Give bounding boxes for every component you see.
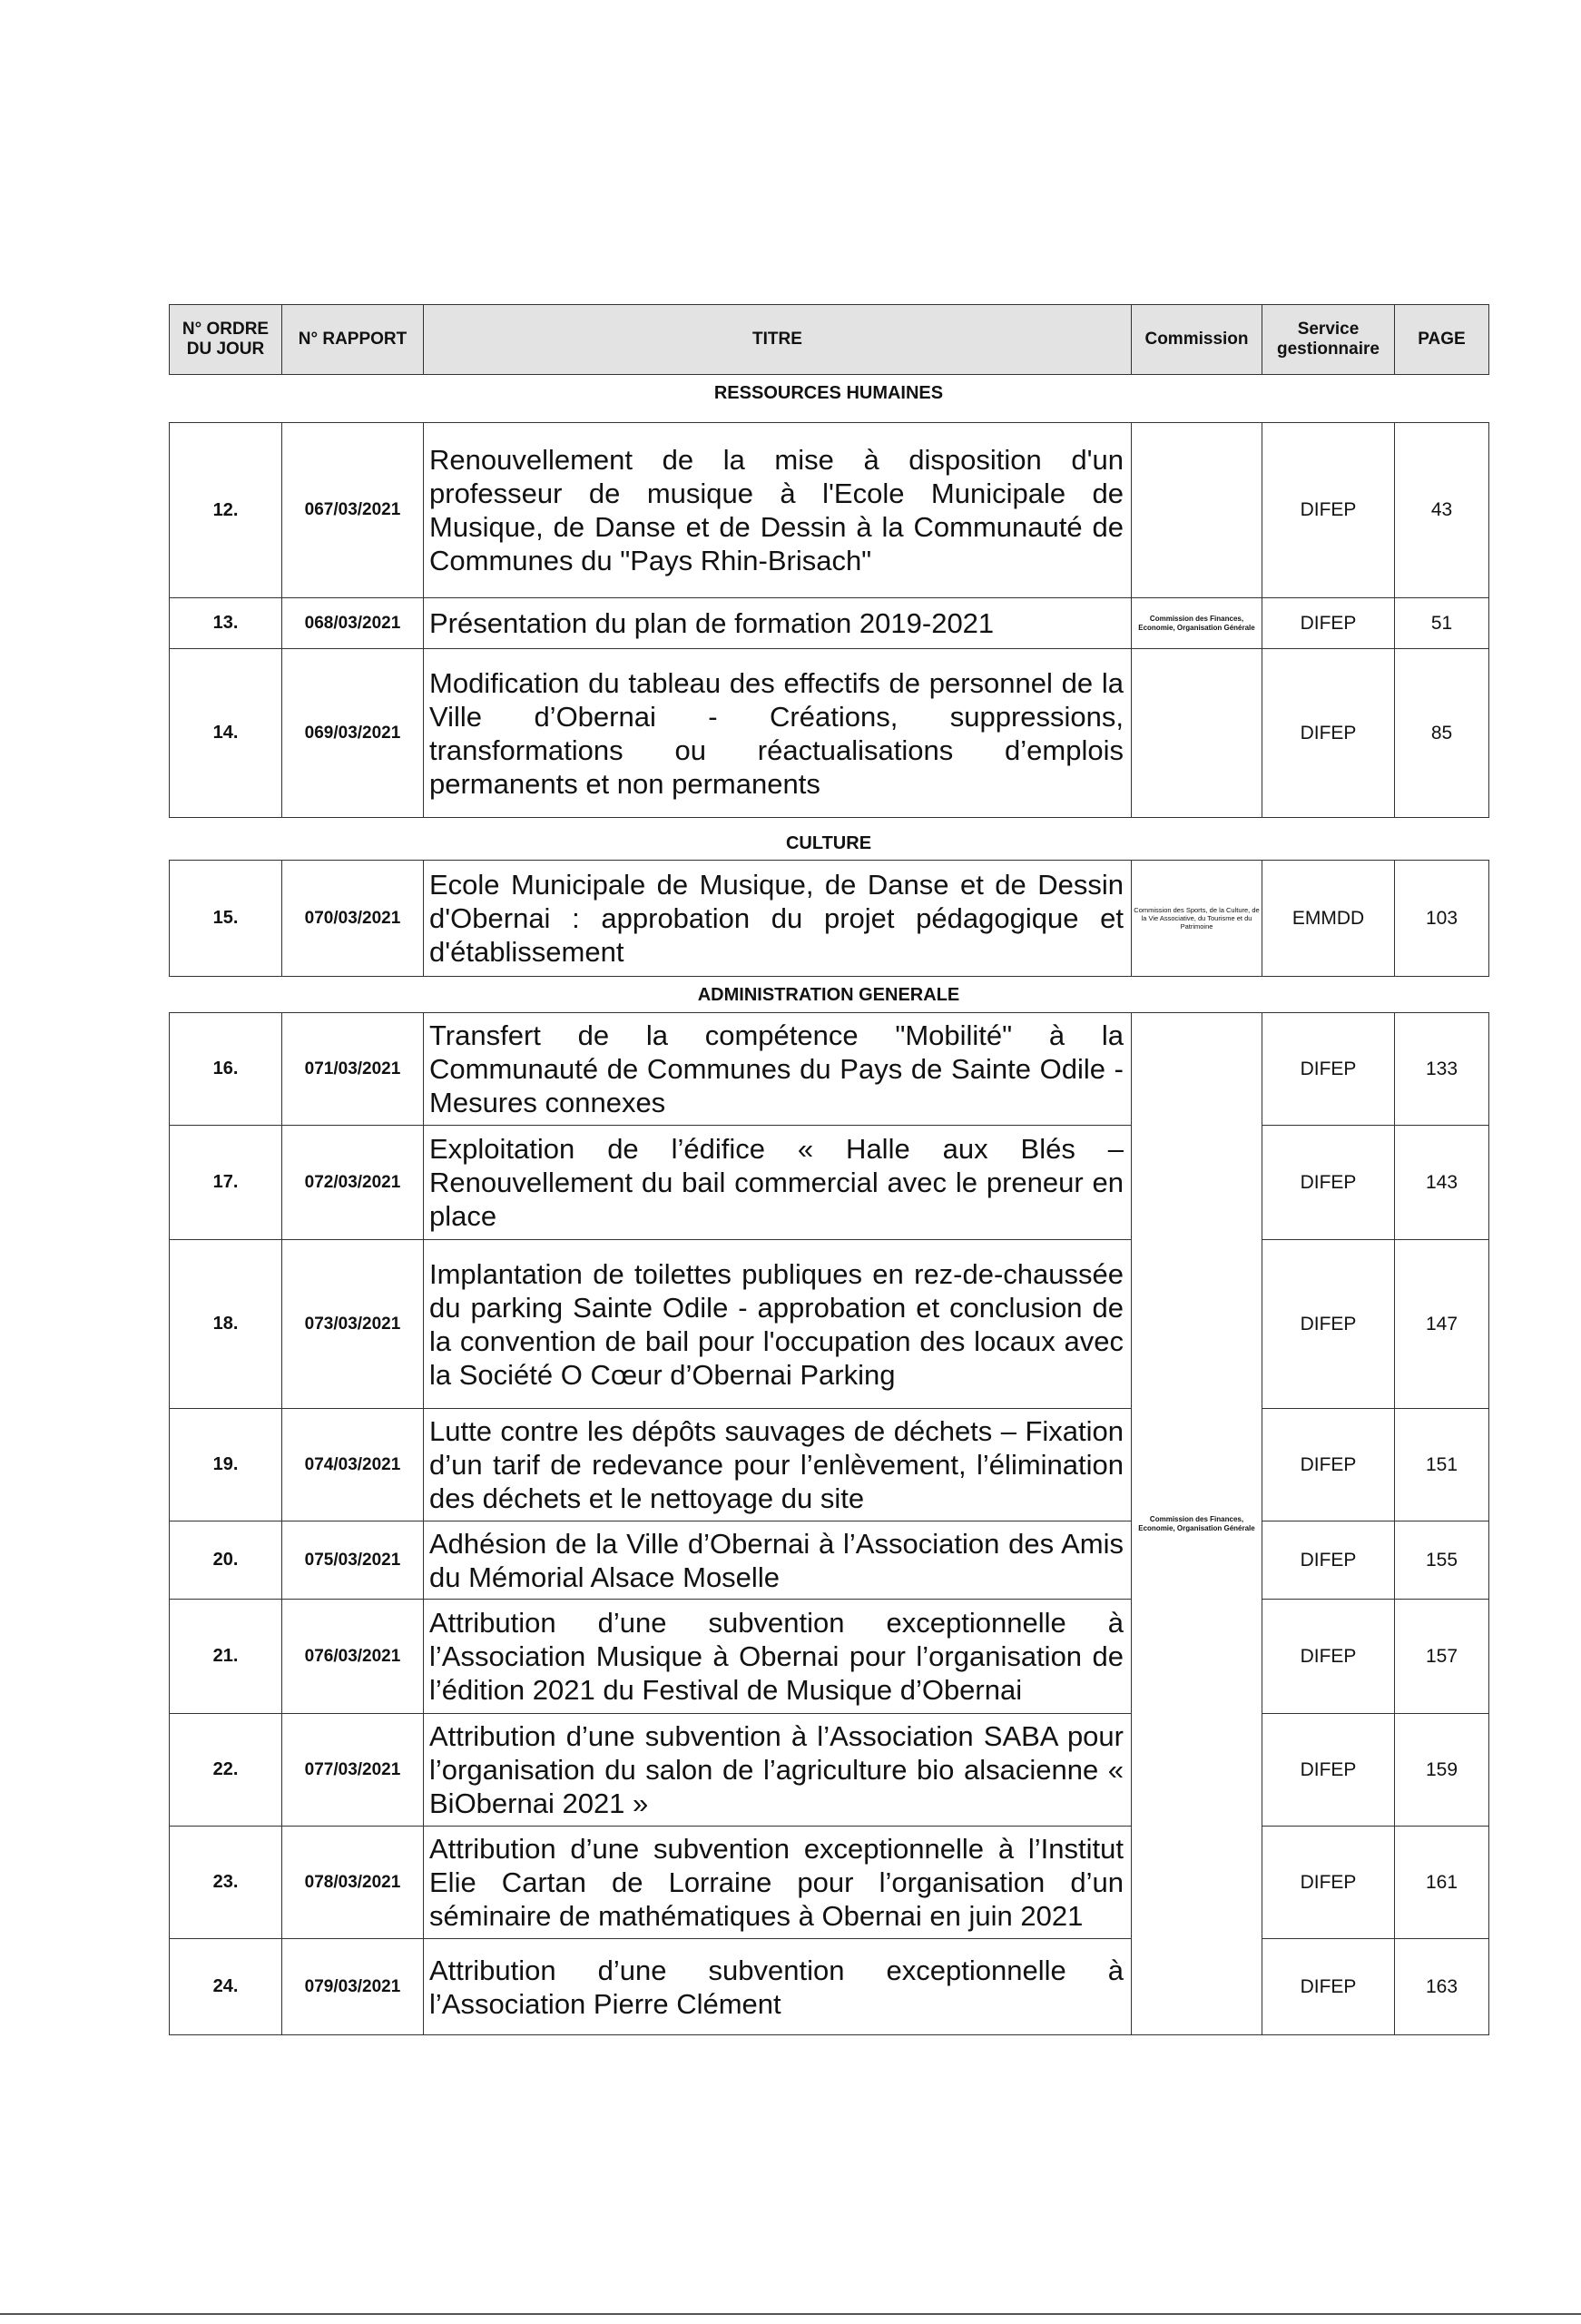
row-page: 159 [1395, 1714, 1489, 1827]
row-number: 18. [170, 1240, 282, 1409]
row-number: 19. [170, 1409, 282, 1521]
row-page: 151 [1395, 1409, 1489, 1521]
row-number: 12. [170, 423, 282, 598]
row-commission: Commission des Finances, Economie, Organisation Générale [1132, 1013, 1262, 2035]
row-number: 16. [170, 1013, 282, 1126]
report-number: 076/03/2021 [282, 1600, 424, 1714]
row-service: DIFEP [1262, 1714, 1395, 1827]
row-service: DIFEP [1262, 1600, 1395, 1714]
table-row [170, 861, 1489, 977]
row-page: 51 [1395, 598, 1489, 649]
row-service: DIFEP [1262, 1939, 1395, 2035]
report-number: 067/03/2021 [282, 423, 424, 598]
row-number: 20. [170, 1521, 282, 1600]
section-heading-admin: ADMINISTRATION GENERALE [697, 985, 960, 1005]
row-number: 13. [170, 598, 282, 649]
row-service: DIFEP [1262, 649, 1395, 818]
row-title: Ecole Municipale de Musique, de Danse et de Dessin d'Obernai : approbation du projet pédagogique et d'établissement [424, 861, 1132, 977]
report-number: 071/03/2021 [282, 1013, 424, 1126]
row-number: 22. [170, 1714, 282, 1827]
report-number: 074/03/2021 [282, 1409, 424, 1521]
header-row [170, 305, 1489, 375]
section-heading-culture: CULTURE [785, 833, 872, 853]
table-row [170, 1126, 1489, 1240]
row-title: Adhésion de la Ville d’Obernai à l’Association des Amis du Mémorial Alsace Moselle [424, 1521, 1132, 1600]
row-service: DIFEP [1262, 598, 1395, 649]
section-heading-rh: RESSOURCES HUMAINES [713, 383, 944, 403]
row-page: 103 [1395, 861, 1489, 977]
row-service: EMMDD [1262, 861, 1395, 977]
row-title: Attribution d’une subvention exceptionnelle à l’Association Musique à Obernai pour l’organisation de l’édition 2021 du Festival de Musique d’Obernai [424, 1600, 1132, 1714]
row-title: Transfert de la compétence "Mobilité" à la Communauté de Communes du Pays de Sainte Odile - Mesures connexes [424, 1013, 1132, 1126]
row-title: Exploitation de l’édifice « Halle aux Blés – Renouvellement du bail commercial avec le preneur en place [424, 1126, 1132, 1240]
row-number: 15. [170, 861, 282, 977]
row-service: DIFEP [1262, 1240, 1395, 1409]
table-row [170, 1409, 1489, 1521]
row-number: 21. [170, 1600, 282, 1714]
culture-table [169, 860, 1489, 977]
table-row [170, 1521, 1489, 1600]
row-page: 143 [1395, 1126, 1489, 1240]
row-title: Attribution d’une subvention exceptionnelle à l’Association Pierre Clément [424, 1939, 1132, 2035]
header-ordre: N° ORDRE DU JOUR [170, 305, 282, 375]
row-page: 155 [1395, 1521, 1489, 1600]
row-service: DIFEP [1262, 423, 1395, 598]
row-service: DIFEP [1262, 1827, 1395, 1939]
report-number: 079/03/2021 [282, 1939, 424, 2035]
table-row [170, 423, 1489, 598]
header-service: Service gestionnaire [1262, 305, 1395, 375]
table-row [170, 1714, 1489, 1827]
row-page: 133 [1395, 1013, 1489, 1126]
row-title: Modification du tableau des effectifs de personnel de la Ville d’Obernai - Créations, suppressions, transformations ou réactualisations d’emplois permanents et non permanents [424, 649, 1132, 818]
row-page: 163 [1395, 1939, 1489, 2035]
page-bottom-rule [0, 2313, 1581, 2315]
report-number: 072/03/2021 [282, 1126, 424, 1240]
row-number: 23. [170, 1827, 282, 1939]
row-page: 85 [1395, 649, 1489, 818]
header-titre: TITRE [424, 305, 1132, 375]
row-commission: Commission des Finances, Economie, Organisation Générale [1132, 598, 1262, 649]
table-row [170, 1240, 1489, 1409]
row-commission [1132, 423, 1262, 598]
table-row [170, 1013, 1489, 1126]
report-number: 068/03/2021 [282, 598, 424, 649]
table-row [170, 649, 1489, 818]
report-number: 070/03/2021 [282, 861, 424, 977]
row-number: 14. [170, 649, 282, 818]
row-service: DIFEP [1262, 1126, 1395, 1240]
row-commission: Commission des Sports, de la Culture, de la Vie Associative, du Tourisme et du Patrimoine [1132, 861, 1262, 977]
row-title: Implantation de toilettes publiques en rez-de-chaussée du parking Sainte Odile - approbation et conclusion de la convention de bail pour l'occupation des locaux avec la Société O Cœur d’Obernai Parking [424, 1240, 1132, 1409]
table-row [170, 1827, 1489, 1939]
header-commission: Commission [1132, 305, 1262, 375]
header-rapport: N° RAPPORT [282, 305, 424, 375]
report-number: 077/03/2021 [282, 1714, 424, 1827]
admin-table [169, 1012, 1489, 2035]
row-title: Attribution d’une subvention exceptionnelle à l’Institut Elie Cartan de Lorraine pour l’organisation d’un séminaire de mathématiques à Obernai en juin 2021 [424, 1827, 1132, 1939]
row-service: DIFEP [1262, 1409, 1395, 1521]
row-number: 17. [170, 1126, 282, 1240]
row-title: Lutte contre les dépôts sauvages de déchets – Fixation d’un tarif de redevance pour l’enlèvement, l’élimination des déchets et le nettoyage du site [424, 1409, 1132, 1521]
row-page: 157 [1395, 1600, 1489, 1714]
row-page: 147 [1395, 1240, 1489, 1409]
row-page: 43 [1395, 423, 1489, 598]
row-title: Attribution d’une subvention à l’Association SABA pour l’organisation du salon de l’agriculture bio alsacienne « BiObernai 2021 » [424, 1714, 1132, 1827]
row-commission [1132, 649, 1262, 818]
table-row [170, 1600, 1489, 1714]
report-number: 069/03/2021 [282, 649, 424, 818]
report-number: 078/03/2021 [282, 1827, 424, 1939]
row-number: 24. [170, 1939, 282, 2035]
report-number: 075/03/2021 [282, 1521, 424, 1600]
row-title: Présentation du plan de formation 2019-2021 [424, 598, 1132, 649]
header-table [169, 304, 1489, 375]
row-service: DIFEP [1262, 1521, 1395, 1600]
report-number: 073/03/2021 [282, 1240, 424, 1409]
header-page: PAGE [1395, 305, 1489, 375]
table-row [170, 1939, 1489, 2035]
table-row [170, 598, 1489, 649]
rh-table [169, 422, 1489, 818]
row-service: DIFEP [1262, 1013, 1395, 1126]
row-title: Renouvellement de la mise à disposition d'un professeur de musique à l'Ecole Municipale de Musique, de Danse et de Dessin à la Communauté de Communes du "Pays Rhin-Brisach" [424, 423, 1132, 598]
row-page: 161 [1395, 1827, 1489, 1939]
